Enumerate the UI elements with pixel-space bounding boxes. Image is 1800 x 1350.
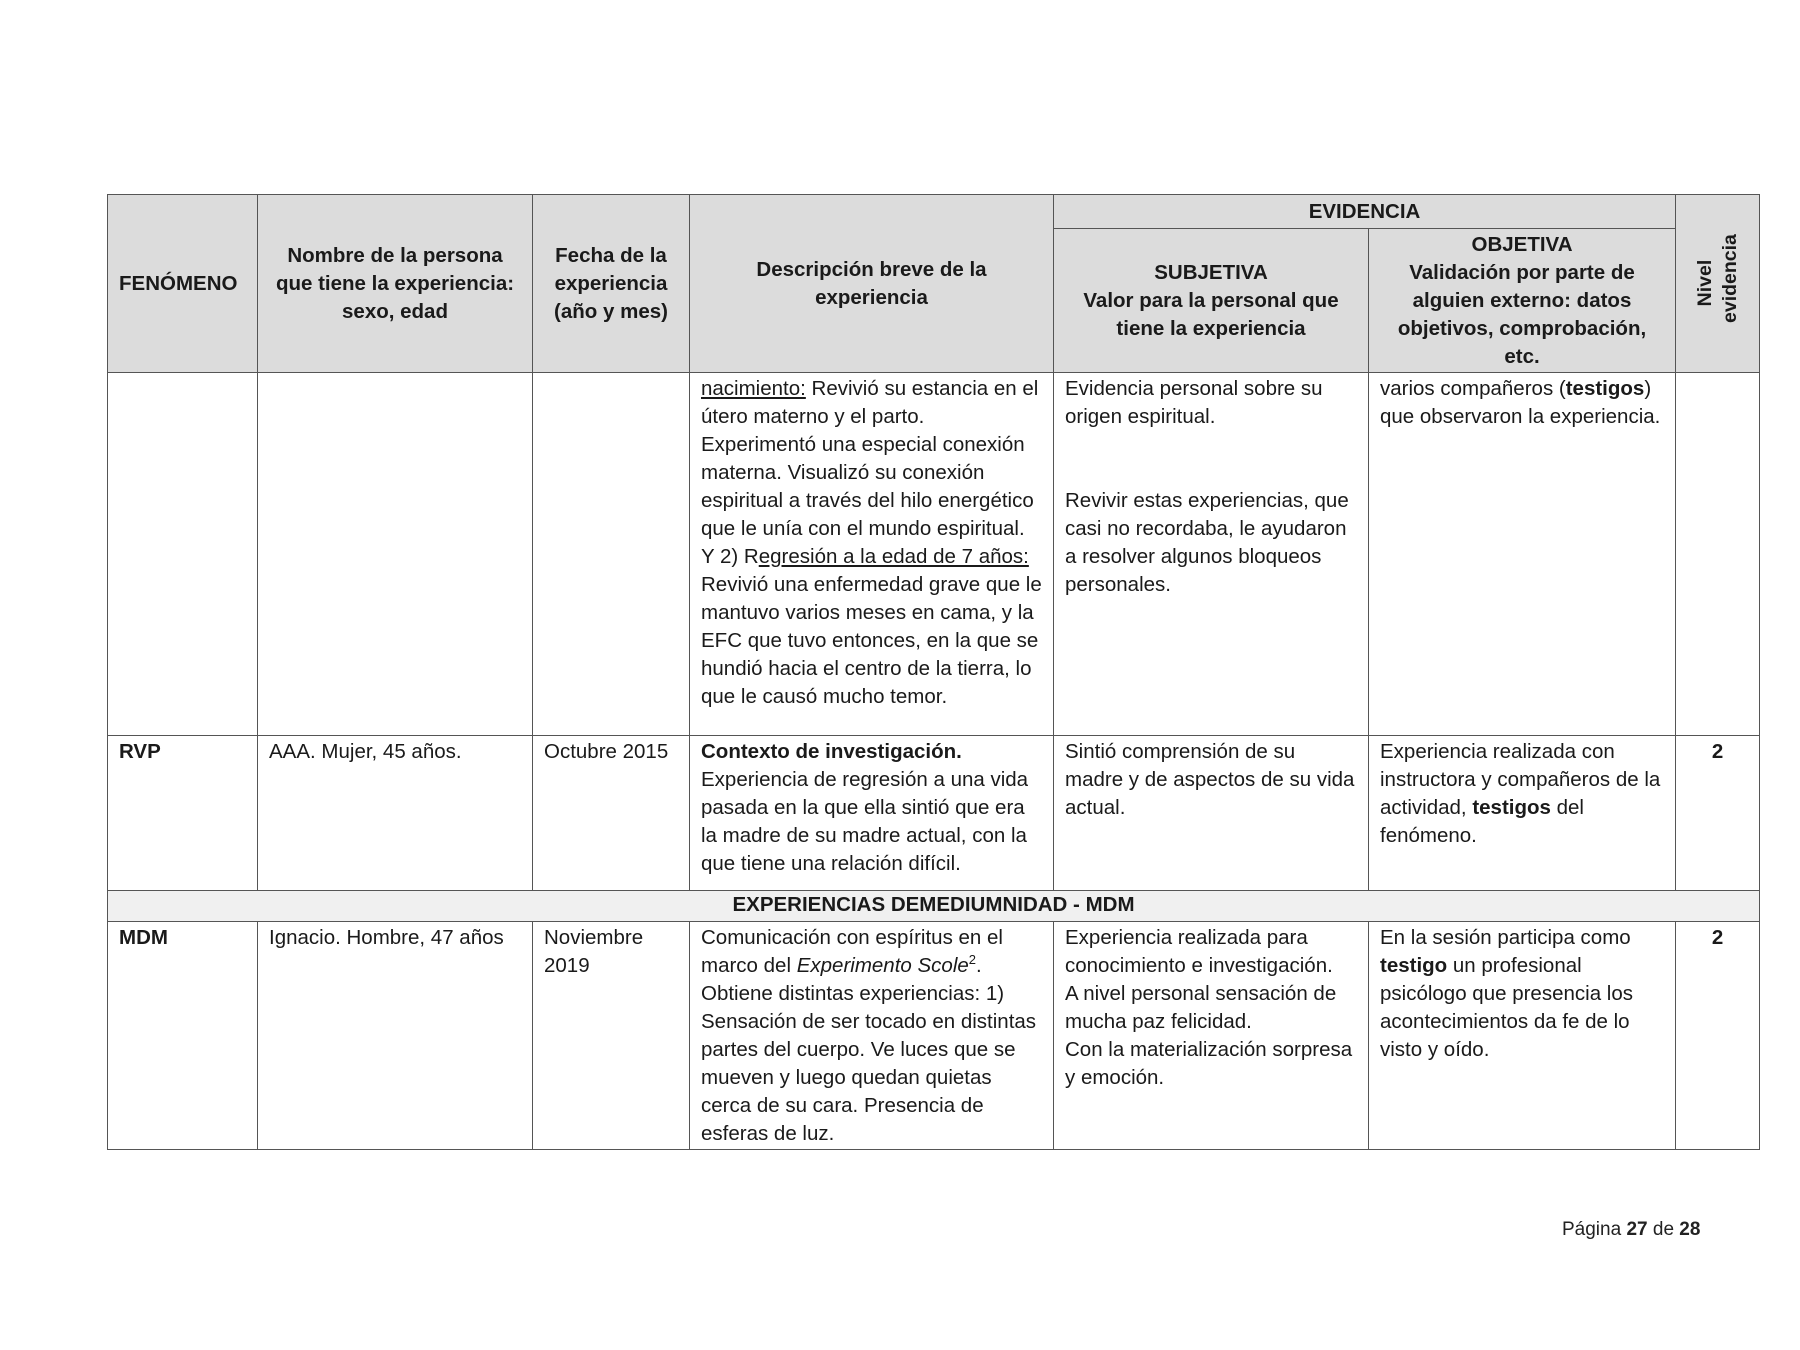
cell-fecha: Noviembre 2019 — [533, 922, 690, 1150]
desc-italic: Experimento Scole — [796, 954, 969, 977]
cell-code: MDM — [108, 922, 258, 1150]
cell-nivel: 2 — [1676, 736, 1760, 891]
subj-text-3: Con la materialización sorpresa y emoción. — [1065, 1038, 1353, 1089]
cell-fecha: Octubre 2015 — [533, 736, 690, 891]
obj-text-2: ) que observaron la experiencia. — [1380, 377, 1661, 428]
subj-text-1: Evidencia personal sobre su origen espiritual. — [1065, 377, 1323, 428]
cell-nivel — [1676, 373, 1760, 736]
header-objetiva — [1369, 229, 1676, 373]
cell-code: RVP — [108, 736, 258, 891]
obj-bold: testigos — [1472, 796, 1551, 819]
section-row — [108, 891, 1760, 922]
cell-subjetiva: Sintió comprensión de su madre y de aspectos de su vida actual. — [1054, 736, 1369, 891]
cell-subjetiva — [1054, 922, 1369, 1150]
desc-text-1: Comunicación con espíritus en el marco del — [701, 926, 1003, 977]
footer-current-page: 27 — [1626, 1219, 1648, 1240]
cell-nombre: AAA. Mujer, 45 años. — [258, 736, 533, 891]
cell-nombre: Ignacio. Hombre, 47 años — [258, 922, 533, 1150]
cell-nombre — [258, 373, 533, 736]
page-footer — [1562, 1219, 1700, 1241]
footnote-ref: 2 — [968, 952, 977, 968]
cell-subjetiva — [1054, 373, 1369, 736]
header-subjetiva-title: SUBJETIVA — [1154, 261, 1268, 284]
subj-text-2: Revivir estas experiencias, que casi no recordaba, le ayudaron a resolver algunos bloqueos personales. — [1065, 489, 1349, 596]
spacer — [1065, 431, 1357, 487]
header-evidencia: EVIDENCIA — [1054, 195, 1676, 229]
desc-text-2: . Obtiene distintas experiencias: 1) Sensación de ser tocado en distintas partes del cuerpo. Ve luces que se mueven y luego quedan quietas cerca de su cara. Presencia de esferas de luz. — [701, 954, 1037, 1145]
desc-underlined-2: egresión a la edad de 7 años: — [758, 545, 1029, 568]
footer-de-label: de — [1652, 1219, 1675, 1240]
obj-text-1: Experiencia realizada con instructora y compañeros de la actividad, — [1380, 740, 1661, 819]
section-title: EXPERIENCIAS DEMEDIUMNIDAD - MDM — [108, 891, 1760, 922]
cell-descripcion — [690, 373, 1054, 736]
footer-pagina-label: Página — [1562, 1219, 1622, 1240]
cell-descripcion — [690, 736, 1054, 891]
table-row — [108, 373, 1760, 736]
header-fenomeno: FENÓMENO — [108, 195, 258, 373]
cell-nivel: 2 — [1676, 922, 1760, 1150]
header-descripcion: Descripción breve de la experiencia — [690, 195, 1054, 373]
evidence-table — [107, 194, 1760, 1150]
table-row-rvp — [108, 736, 1760, 891]
header-subjetiva — [1054, 229, 1369, 373]
obj-bold: testigos — [1565, 377, 1645, 400]
header-subjetiva-desc: Valor para la personal que tiene la experiencia — [1083, 289, 1339, 340]
footer-total-pages: 28 — [1679, 1219, 1701, 1240]
cell-objetiva — [1369, 373, 1676, 736]
cell-descripcion — [690, 922, 1054, 1150]
cell-objetiva — [1369, 922, 1676, 1150]
header-nombre: Nombre de la persona que tiene la experiencia: sexo, edad — [258, 195, 533, 373]
desc-underlined-1: nacimiento: — [701, 377, 806, 400]
obj-text-2: del fenómeno. — [1380, 796, 1584, 847]
obj-text-1: varios compañeros ( — [1380, 377, 1566, 400]
obj-bold: testigo — [1380, 954, 1448, 977]
desc-bold: Contexto de investigación. — [701, 740, 962, 763]
subj-text-2: A nivel personal sensación de mucha paz felicidad. — [1065, 982, 1337, 1033]
cell-objetiva — [1369, 736, 1676, 891]
desc-text-2: Revivió una enfermedad grave que le mantuvo varios meses en cama, y la EFC que tuvo entonces, en la que se hundió hacia el centro de la tierra, lo que le causó mucho temor. — [701, 573, 1042, 708]
obj-text-2: un profesional psicólogo que presencia los acontecimientos da fe de lo visto y oído. — [1380, 954, 1633, 1061]
header-nivel-label: Nivel evidencia — [1693, 234, 1741, 323]
cell-fenomeno — [108, 373, 258, 736]
header-fecha: Fecha de la experiencia (año y mes) — [533, 195, 690, 373]
header-row — [108, 195, 1760, 229]
desc-text: Experiencia de regresión a una vida pasada en la que ella sintió que era la madre de su madre actual, con la que tiene una relación difícil. — [701, 768, 1029, 875]
desc-text-1: Revivió su estancia en el útero materno y el parto. Experimentó una especial conexión materna. Visualizó su conexión espiritual a través del hilo energético que le unía con el mundo espiritual. Y 2) R — [701, 377, 1039, 568]
header-nivel — [1676, 195, 1760, 373]
header-objetiva-title: OBJETIVA — [1471, 233, 1573, 256]
table-row-mdm — [108, 922, 1760, 1150]
cell-fecha — [533, 373, 690, 736]
obj-text-1: En la sesión participa como — [1380, 926, 1631, 949]
subj-text-1: Experiencia realizada para conocimiento e investigación. — [1065, 926, 1333, 977]
header-objetiva-desc: Validación por parte de alguien externo: datos objetivos, comprobación, etc. — [1397, 261, 1647, 368]
